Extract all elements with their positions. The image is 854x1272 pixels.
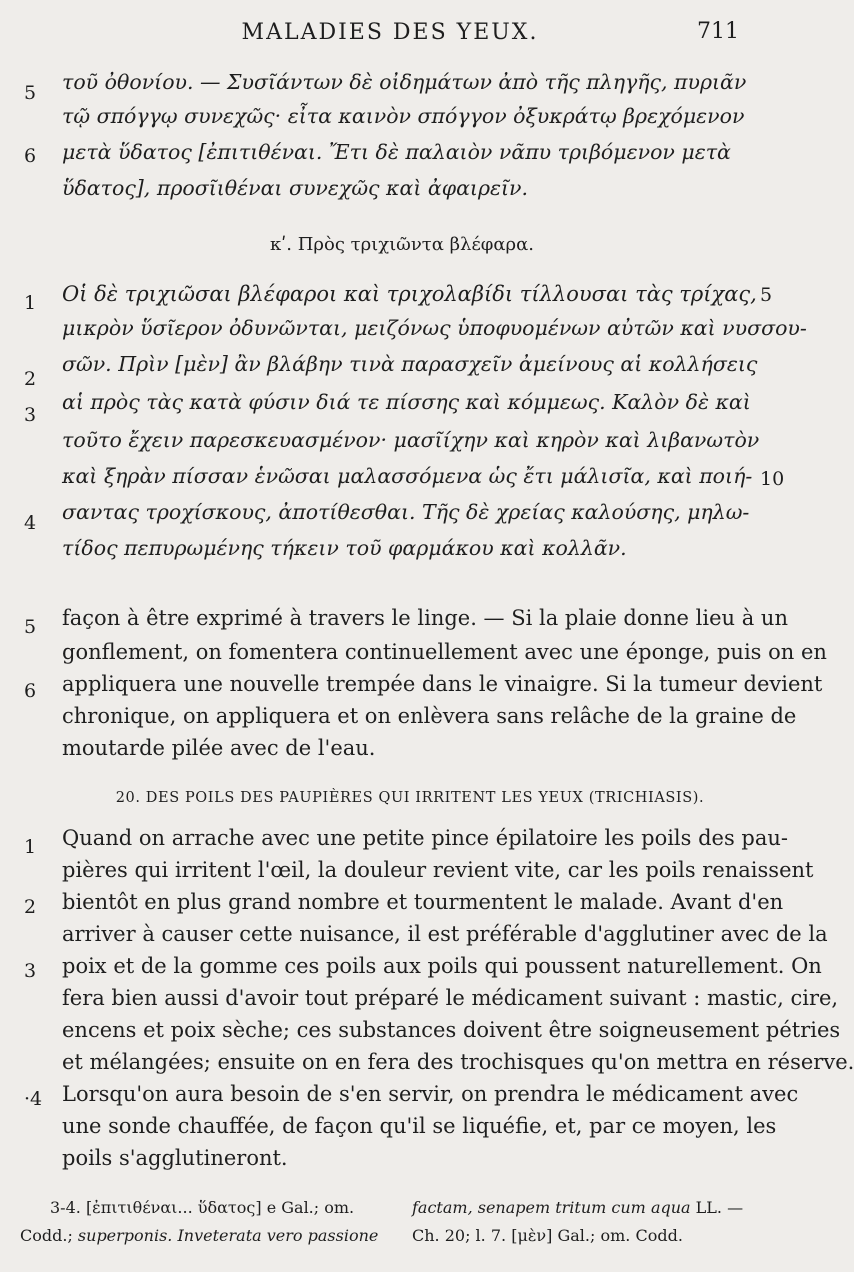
line-number: 1	[24, 292, 37, 314]
greek-line: τῷ σπόγγῳ συνεχῶς· εἶτα καινὸν σπόγγον ὀξυκράτῳ βρεχόμενον	[62, 104, 745, 128]
french-line: arriver à causer cette nuisance, il est préférable d'agglutiner avec de la	[62, 922, 828, 946]
french-line: et mélangées; ensuite on en fera des trochisques qu'on mettra en réserve.	[62, 1050, 854, 1074]
greek-line: σαντας τροχίσκους, ἀποτίθεσθαι. Τῆς δὲ χρείας καλούσης, μηλω-	[62, 500, 750, 524]
running-header: MALADIES DES YEUX.	[241, 20, 539, 45]
greek-line: μετὰ ὕδατος [ἐπιτιθέναι. Ἔτι δὲ παλαιὸν νᾶπυ τριβόμενον μετὰ	[62, 140, 731, 164]
french-line: Quand on arrache avec une petite pince épilatoire les poils des pau-	[62, 826, 789, 850]
french-section-title: 20. DES POILS DES PAUPIÈRES QUI IRRITENT LES YEUX (TRICHIASIS).	[115, 790, 705, 806]
french-line: poils s'agglutineront.	[62, 1146, 288, 1170]
footnote-right-line: Ch. 20; l. 7. [μὲν] Gal.; om. Codd.	[412, 1226, 683, 1245]
greek-line: τοῦτο ἔχειν παρεσκευασμένον· μασῖίχην καὶ κηρὸν καὶ λιβανωτὸν	[62, 428, 760, 452]
page-number: 711	[697, 19, 739, 44]
line-number: 1	[24, 836, 37, 858]
greek-line: σῶν. Πρὶν [μὲν] ἂν βλάβην τινὰ παρασχεῖν ἀμείνους αἱ κολλήσεις	[62, 352, 758, 376]
french-line: Lorsqu'on aura besoin de s'en servir, on prendra le médicament avec	[62, 1082, 799, 1106]
line-number: 6	[24, 680, 37, 702]
line-number: ·4	[24, 1088, 43, 1110]
french-line: pières qui irritent l'œil, la douleur revient vite, car les poils renaissent	[62, 858, 814, 882]
line-number: 5	[24, 616, 37, 638]
line-number: 4	[24, 512, 37, 534]
french-line: une sonde chauffée, de façon qu'il se liquéfie, et, par ce moyen, les	[62, 1114, 777, 1138]
right-line-number: 5	[760, 284, 773, 306]
line-number: 2	[24, 896, 37, 918]
line-number: 6	[24, 145, 37, 167]
footnote-latin: superponis. Inveterata vero passione	[77, 1226, 379, 1245]
greek-line: καὶ ξηρὰν πίσσαν ἑνῶσαι μαλασσόμενα ὡς ἔτι μάλισῖα, καὶ ποιή-	[62, 464, 753, 488]
french-line: poix et de la gomme ces poils aux poils qui poussent naturellement. On	[62, 954, 822, 978]
footnote-left-line	[20, 1226, 378, 1245]
footnote-left-line: 3-4. [ἐπιτιθέναι... ὕδατος] e Gal.; om.	[50, 1198, 355, 1217]
footnote-right-line	[412, 1198, 743, 1217]
line-number: 3	[24, 404, 37, 426]
french-line: encens et poix sèche; ces substances doivent être soigneusement pétries	[62, 1018, 841, 1042]
greek-line: αἱ πρὸς τὰς κατὰ φύσιν διά τε πίσσης καὶ κόμμεως. Καλὸν δὲ καὶ	[62, 390, 751, 414]
right-line-number: 10	[760, 468, 785, 490]
footnote-latin: factam, senapem tritum cum aqua	[412, 1198, 691, 1217]
line-number: 5	[24, 82, 37, 104]
french-line: bientôt en plus grand nombre et tourmentent le malade. Avant d'en	[62, 890, 784, 914]
greek-section-title: κʹ. Πρὸς τριχιῶντα βλέφαρα.	[270, 234, 534, 255]
french-line: moutarde pilée avec de l'eau.	[62, 736, 376, 760]
footnote-text: Codd.;	[20, 1226, 78, 1245]
greek-line: μικρὸν ὕσῖερον ὀδυνῶνται, μειζόνως ὑποφυομένων αὐτῶν καὶ νυσσου-	[62, 316, 807, 340]
french-line: appliquera une nouvelle trempée dans le vinaigre. Si la tumeur devient	[62, 672, 823, 696]
greek-line: τοῦ ὀθονίου. — Συσῖάντων δὲ οἰδημάτων ἀπὸ τῆς πληγῆς, πυριᾶν	[62, 70, 747, 94]
french-line: gonflement, on fomentera continuellement avec une éponge, puis on en	[62, 640, 827, 664]
line-number: 2	[24, 368, 37, 390]
line-number: 3	[24, 960, 37, 982]
greek-line: τίδος πεπυρωμένης τήκειν τοῦ φαρμάκου καὶ κολλᾶν.	[62, 536, 627, 560]
greek-line: ὕδατος], προσῖιθέναι συνεχῶς καὶ ἀφαιρεῖν.	[62, 176, 529, 200]
french-line: façon à être exprimé à travers le linge. — Si la plaie donne lieu à un	[62, 606, 788, 630]
french-line: fera bien aussi d'avoir tout préparé le médicament suivant : mastic, cire,	[62, 986, 839, 1010]
greek-line: Οἱ δὲ τριχιῶσαι βλέφαροι καὶ τριχολαβίδι τίλλουσαι τὰς τρίχας,	[62, 282, 757, 306]
footnote-text: LL. —	[690, 1198, 744, 1217]
french-line: chronique, on appliquera et on enlèvera sans relâche de la graine de	[62, 704, 797, 728]
